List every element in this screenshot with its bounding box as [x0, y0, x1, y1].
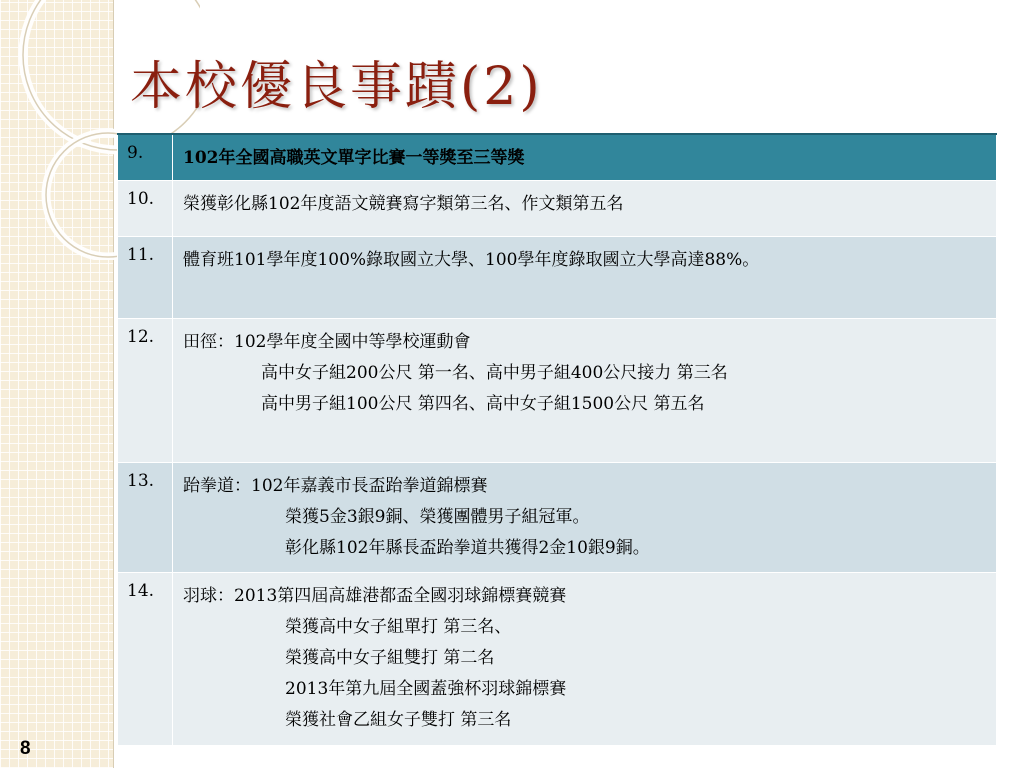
- row-line: 榮獲高中女子組單打 第三名、: [285, 616, 512, 637]
- row-line: 2013年第九屆全國蓋強杯羽球錦標賽: [285, 678, 567, 699]
- table-row: [118, 318, 997, 462]
- row-number: 10.: [118, 180, 173, 236]
- row-line: 體育班101學年度100%錄取國立大學、100學年度錄取國立大學高達88%。: [183, 249, 760, 270]
- row-content: [173, 134, 997, 180]
- table-row: [118, 462, 997, 572]
- row-line: 榮獲社會乙組女子雙打 第三名: [285, 709, 512, 730]
- row-number: 9.: [118, 134, 173, 180]
- row-content: [173, 180, 997, 236]
- row-line: 榮獲彰化縣102年度語文競賽寫字類第三名、作文類第五名: [183, 193, 624, 214]
- row-line: 高中女子組200公尺 第一名、高中男子組400公尺接力 第三名: [261, 362, 728, 383]
- row-number: 14.: [118, 572, 173, 745]
- achievements-table: [117, 133, 997, 746]
- row-line: 榮獲高中女子組雙打 第二名: [285, 647, 495, 668]
- table-row: [118, 134, 997, 180]
- row-content: [173, 572, 997, 745]
- row-line: 彰化縣102年縣長盃跆拳道共獲得2金10銀9銅。: [285, 537, 650, 558]
- row-content: [173, 462, 997, 572]
- row-line: 羽球：2013第四屆高雄港都盃全國羽球錦標賽競賽: [183, 585, 567, 606]
- table-row: [118, 180, 997, 236]
- row-number: 12.: [118, 318, 173, 462]
- table-row: [118, 236, 997, 318]
- row-content: [173, 318, 997, 462]
- slide-number: 8: [20, 738, 31, 759]
- row-line: 102年全國高職英文單字比賽一等獎至三等獎: [183, 148, 525, 168]
- row-line: 高中男子組100公尺 第四名、高中女子組1500公尺 第五名: [261, 393, 705, 414]
- page-title: 本校優良事蹟(2): [130, 57, 543, 117]
- row-content: [173, 236, 997, 318]
- row-number: 11.: [118, 236, 173, 318]
- row-number: 13.: [118, 462, 173, 572]
- table-row: [118, 572, 997, 745]
- row-line: 跆拳道：102年嘉義市長盃跆拳道錦標賽: [183, 475, 488, 496]
- row-line: 榮獲5金3銀9銅、榮獲團體男子組冠軍。: [285, 506, 590, 527]
- row-line: 田徑：102學年度全國中等學校運動會: [183, 331, 471, 352]
